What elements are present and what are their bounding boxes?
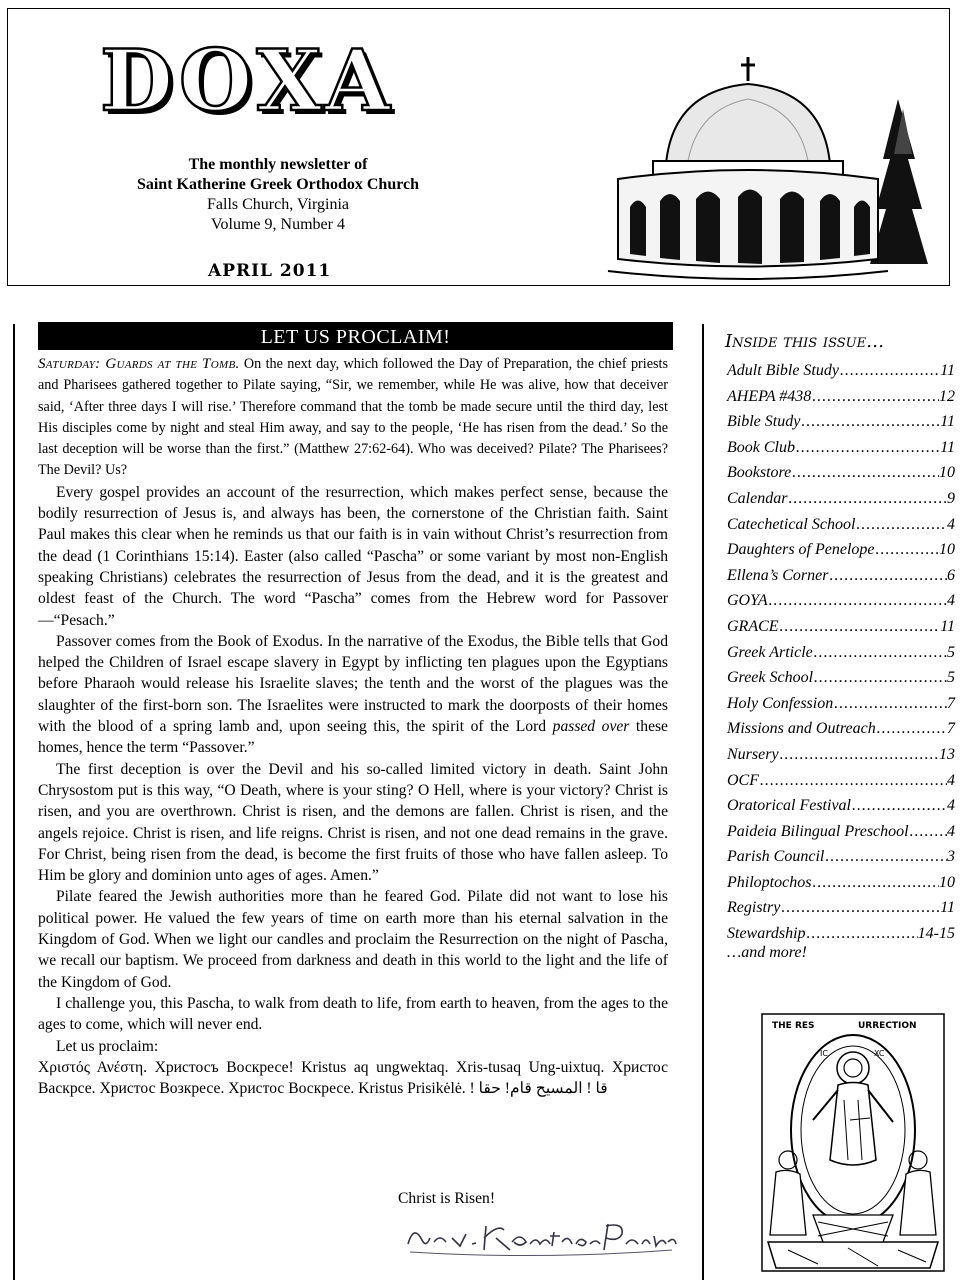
toc-leader-dots: [839, 358, 940, 384]
toc-item-label: Ellena’s Corner: [727, 566, 829, 584]
issue-date: APRIL 2011: [208, 261, 332, 281]
toc-item: [727, 460, 955, 486]
toc-leader-dots: [909, 819, 947, 845]
paragraph: Every gospel provides an account of the resurrection, which makes perfect sense, because the bodily resurrection of Jesus is, and always has been, the cornerstone of the Christian faith. Saint Paul makes this clear when he reminds us that our faith is in vain without Christ’s resurrection from the dead (1 Corinthians 15:14). Easter (also called “Pascha” or some variant by most non-English speaking Christians) celebrates the resurrection of Jesus from the dead, and it is the greatest and oldest feast of the Church. The word “Pascha” comes from the Hebrew word for Passover—“Pesach.”: [38, 483, 668, 629]
toc-item: [727, 512, 955, 538]
toc-item-label: Calendar: [727, 489, 788, 507]
toc-item-page: 4: [947, 797, 955, 815]
toc-item-label: Greek School: [727, 669, 814, 687]
toc-item-page: 5: [947, 669, 955, 687]
masthead: [7, 8, 950, 286]
toc-item-label: GRACE: [727, 617, 779, 635]
toc-item-label: Daughters of Penelope: [727, 541, 875, 559]
toc-item-label: Oratorical Festival: [727, 797, 851, 815]
right-column-rule: [702, 324, 704, 1280]
lead-label: Saturday: Guards at the Tomb.: [38, 356, 240, 372]
toc-item: [727, 793, 955, 819]
toc-leader-dots: [811, 870, 939, 896]
toc-item-page: 11: [940, 438, 955, 456]
toc-item-page: 5: [947, 643, 955, 661]
toc-leader-dots: [876, 716, 947, 742]
toc-leader-dots: [800, 409, 940, 435]
paragraph: Pilate feared the Jewish authorities more than he feared God. Pilate did not want to lose his political power. He valued the few years of time on earth more than his eternal salvation in the Kingdom of God. When we light our candles and proclaim the Resurrection on the night of Pascha, we recall our baptism. We proceed from darkness and death in this world to the light and the life of the Kingdom of God.: [38, 888, 668, 991]
toc-item: [727, 768, 955, 794]
toc-leader-dots: [828, 563, 947, 589]
handwritten-signature: [400, 1214, 680, 1260]
toc-item-label: Greek Article: [727, 643, 813, 661]
toc-item-page: 4: [947, 771, 955, 789]
toc-item-label: Missions and Outreach: [727, 720, 876, 738]
toc-leader-dots: [768, 588, 947, 614]
paragraph: I challenge you, this Pascha, to walk from death to life, from earth to heaven, from the ages to the ages to come, which will never end.: [38, 994, 668, 1034]
toc-item-page: 6: [947, 566, 955, 584]
article-lead: [38, 354, 668, 482]
toc-more: …and more!: [727, 944, 807, 961]
toc-item-page: 7: [947, 694, 955, 712]
toc-item: [727, 819, 955, 845]
icon-xc-label: XC: [874, 1049, 885, 1058]
toc-leader-dots: [824, 844, 947, 870]
paragraph-text: these homes, hence the term “Passover.”: [38, 718, 668, 757]
toc-item-label: Book Club: [727, 438, 795, 456]
toc-leader-dots: [875, 537, 939, 563]
toc-item: [727, 870, 955, 896]
toc-item-page: 4: [947, 822, 955, 840]
toc-leader-dots: [779, 614, 941, 640]
toc-item: [727, 640, 955, 666]
toc-item: [727, 895, 955, 921]
toc-item-page: 11: [940, 899, 955, 917]
toc-item-label: Bookstore: [727, 464, 792, 482]
toc-item: [727, 486, 955, 512]
toc-item-label: Stewardship: [727, 925, 806, 943]
toc-leader-dots: [791, 460, 939, 486]
toc-item-page: 13: [939, 745, 955, 763]
icon-ic-label: IC: [820, 1049, 828, 1058]
lead-text: On the next day, which followed the Day of Preparation, the chief priests and Pharisees gathered together to Pilate saying, “Sir, we remember, while He was alive, how that deceiver said, ‘After three days I will rise.’ Therefore command that the tomb be made secure until the third day, lest His disciples come by night and steal Him away, and say to the people, ‘He has risen from the dead.’ So the last deception will be worse than the first.” (Matthew 27:62-64). Who was deceived? Pilate? The Pharisees? The Devil? Us?: [38, 356, 668, 479]
toc-item-page: 3: [947, 848, 955, 866]
church-name: Saint Katherine Greek Orthodox Church: [136, 176, 420, 193]
emphasis-text: passed over: [552, 718, 630, 736]
toc-item: [727, 921, 955, 947]
paragraph: The first deception is over the Devil and his so-called limited victory in death. Saint John Chrysostom put is this way, “O Death, where is your sting? O Hell, where is your victory? Christ is risen, and you are overthrown. Christ is risen, and the demons are fallen. Christ is risen, and the angels rejoice. Christ is risen, and life reigns. Christ is risen, and not one dead remains in the grave. For Christ, being risen from the dead, is become the first fruits of those who have fallen asleep. To Him be glory and dominion unto ages of ages. Amen.”: [38, 760, 668, 885]
masthead-subtitle: The monthly newsletter of: [188, 156, 368, 173]
toc-item-page: 10: [939, 464, 955, 482]
toc-item-page: 12: [939, 387, 955, 405]
paragraph-text: Passover comes from the Book of Exodus. In the narrative of the Exodus, the Bible tells that God helped the Children of Israel escape slavery in Egypt by inflicting ten plagues upon the Egyptians before Pharaoh would release his Israelite slaves; the tenth and the worst of the plagues was the slaughter of the first-born son. The Israelites were instructed to mark the doorposts of their homes with the blood of a spring lamb and, upon seeing this, the spirit of the Lord: [38, 632, 668, 736]
toc-item-page: 10: [939, 541, 955, 559]
toc-item: [727, 716, 955, 742]
toc-item: [727, 665, 955, 691]
toc-item: [727, 588, 955, 614]
toc-item-label: AHEPA #438: [727, 387, 812, 405]
toc-item: [727, 435, 955, 461]
toc-item: [727, 537, 955, 563]
toc-item-label: Nursery: [727, 745, 779, 763]
icon-caption-left: THE RES: [772, 1021, 815, 1031]
newsletter-logo: DOXA: [100, 31, 396, 130]
article-heading: LET US PROCLAIM!: [38, 322, 673, 350]
toc-item-page: 14-15: [917, 925, 955, 943]
toc-item-label: GOYA: [727, 592, 768, 610]
toc-item-page: 4: [947, 515, 955, 533]
toc-item-page: 11: [940, 413, 955, 431]
toc-item-label: Catechetical School: [727, 515, 856, 533]
toc-item-label: Paideia Bilingual Preschool: [727, 822, 909, 840]
toc-item: [727, 614, 955, 640]
toc-leader-dots: [795, 435, 940, 461]
toc-item-page: 7: [947, 720, 955, 738]
toc-item-label: Bible Study: [727, 413, 801, 431]
toc-item: [727, 563, 955, 589]
table-of-contents: [727, 358, 955, 947]
toc-item: [727, 691, 955, 717]
toc-leader-dots: [813, 665, 947, 691]
left-column-rule: [13, 324, 15, 1280]
toc-item: [727, 742, 955, 768]
toc-leader-dots: [851, 793, 947, 819]
toc-leader-dots: [806, 921, 918, 947]
toc-item-page: 9: [947, 489, 955, 507]
toc-item-page: 4: [947, 592, 955, 610]
toc-item-label: Philoptochos: [727, 873, 812, 891]
toc-item-label: Holy Confession: [727, 694, 834, 712]
volume-number: Volume 9, Number 4: [211, 216, 345, 233]
toc-item: [727, 844, 955, 870]
toc-item-label: Parish Council: [727, 848, 825, 866]
toc-leader-dots: [833, 691, 947, 717]
toc-heading: Inside this issue…: [725, 331, 885, 352]
toc-item-page: 10: [939, 873, 955, 891]
toc-item: [727, 384, 955, 410]
multilingual-greetings: Χριστός Ανέστη. Христосъ Воскресе! Kristus aq ungwektaq. Xris-tusaq Ung-uixtuq. Христос Васкрсе. Христос Возкресе. Христос Воскресе. Kristus Prisikėlė. ! قا ! المسيح قام! حقا: [38, 1058, 668, 1098]
toc-leader-dots: [759, 768, 947, 794]
toc-leader-dots: [779, 742, 939, 768]
toc-item-page: 11: [940, 362, 955, 379]
toc-item: [727, 358, 955, 384]
article-body: [38, 354, 668, 1099]
church-dome-illustration: [598, 49, 943, 289]
toc-leader-dots: [813, 640, 947, 666]
toc-leader-dots: [780, 895, 940, 921]
paragraph: Let us proclaim:: [56, 1037, 159, 1055]
toc-item-label: Adult Bible Study: [727, 362, 839, 379]
resurrection-icon-illustration: [758, 1010, 948, 1275]
toc-item-page: 11: [940, 617, 955, 635]
church-location: Falls Church, Virginia: [207, 196, 349, 213]
toc-item: [727, 409, 955, 435]
toc-leader-dots: [811, 384, 939, 410]
toc-item-label: Registry: [727, 899, 781, 917]
toc-item-label: OCF: [727, 771, 759, 789]
icon-caption-right: URRECTION: [858, 1021, 917, 1031]
closing-line: Christ is Risen!: [398, 1190, 496, 1207]
toc-leader-dots: [787, 486, 947, 512]
toc-leader-dots: [855, 512, 947, 538]
paragraph: [38, 631, 668, 759]
